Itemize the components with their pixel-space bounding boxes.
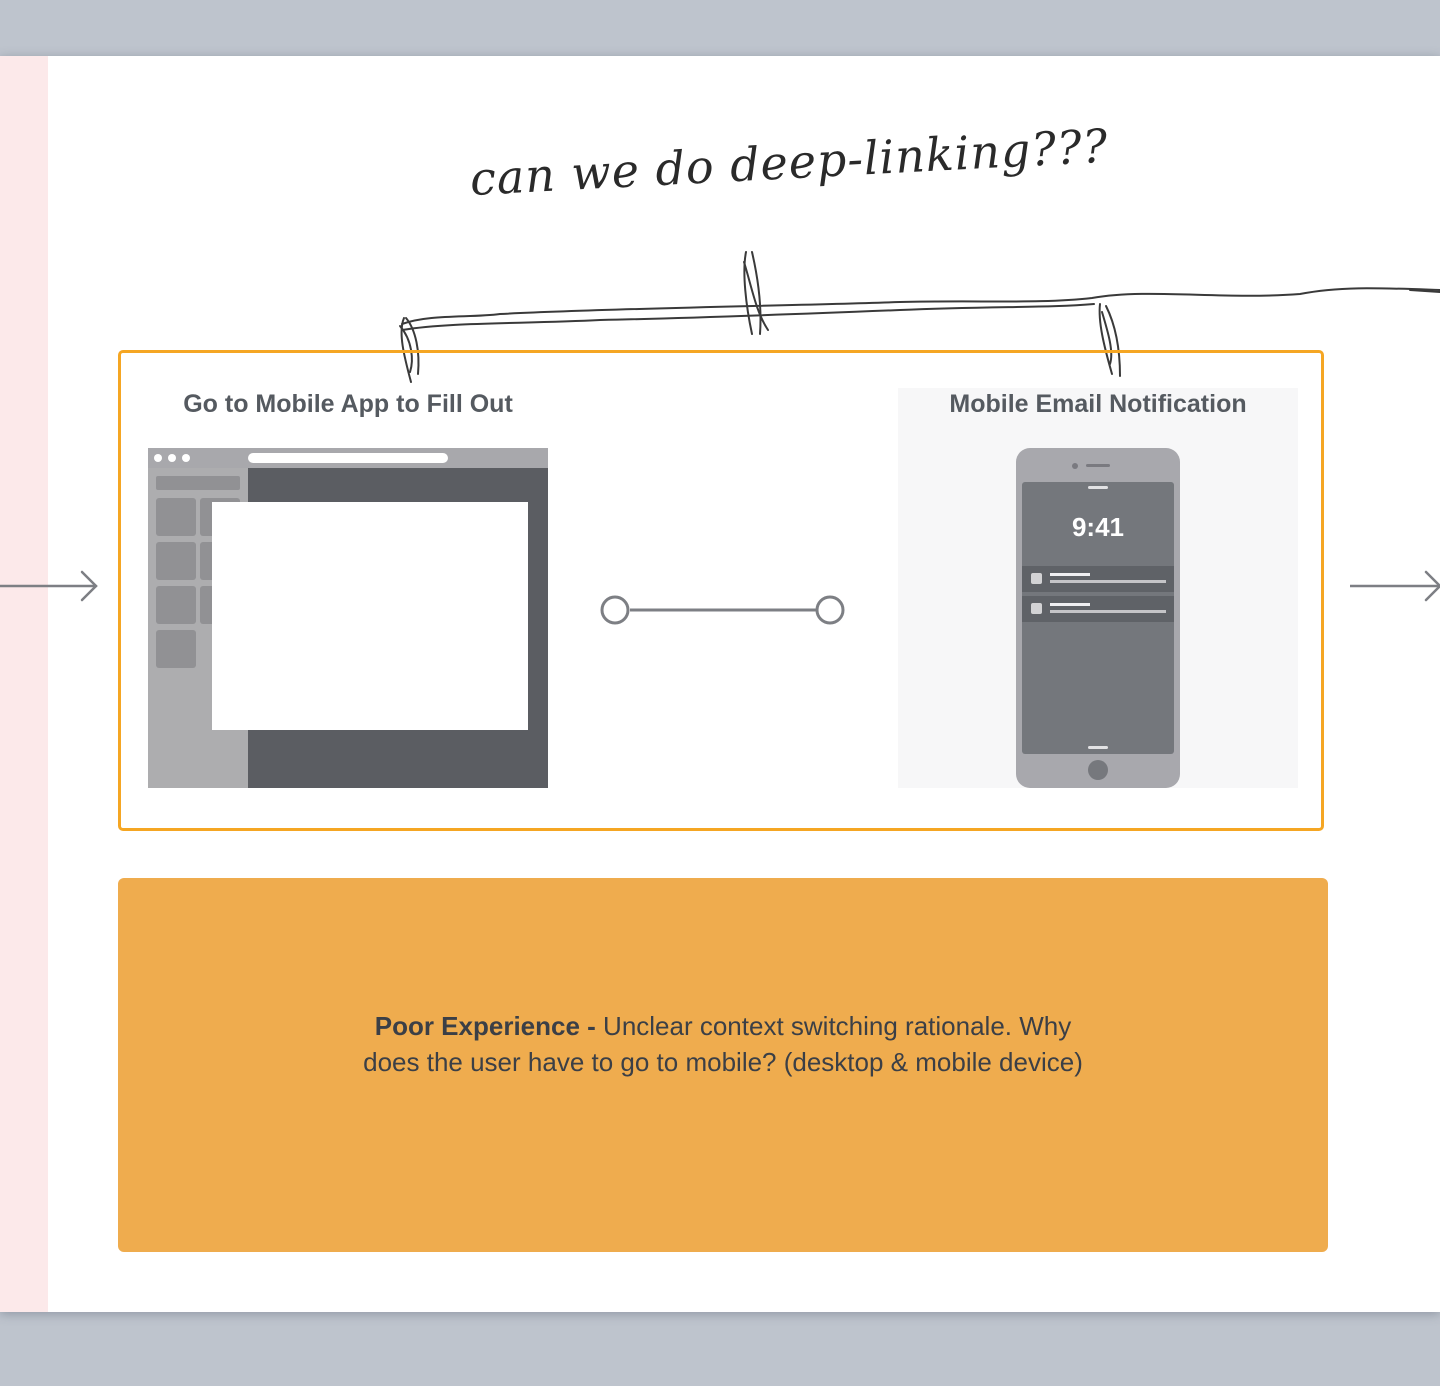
notification-title-line: [1050, 573, 1090, 576]
sidebar-tile: [156, 542, 196, 580]
modal-dialog: [212, 502, 528, 730]
address-bar: [248, 453, 448, 463]
handwritten-annotation: can we do deep-linking???: [468, 118, 1110, 206]
notification-body-line: [1050, 580, 1166, 583]
notification-title-line: [1050, 603, 1090, 606]
outgoing-arrow-icon: [1350, 568, 1440, 604]
sidebar-tile: [156, 586, 196, 624]
home-indicator: [1088, 746, 1108, 749]
app-icon: [1031, 603, 1042, 614]
sidebar-tile: [156, 498, 196, 536]
app-icon: [1031, 573, 1042, 584]
whiteboard-canvas: [0, 56, 1440, 1312]
mobile-phone-wireframe[interactable]: [1016, 448, 1180, 788]
notification-item[interactable]: [1022, 596, 1174, 622]
step-connector: [598, 593, 848, 627]
window-control-dot: [154, 454, 162, 462]
lock-screen: [1022, 482, 1174, 754]
step-title-mobile-app: Go to Mobile App to Fill Out: [183, 390, 513, 418]
notification-body-line: [1050, 610, 1166, 613]
lock-screen-grabber: [1088, 486, 1108, 489]
sidebar-header-block: [156, 476, 240, 490]
phone-camera: [1072, 463, 1078, 469]
incoming-arrow-icon: [0, 568, 100, 604]
home-button: [1088, 760, 1108, 780]
experience-note-card[interactable]: [118, 878, 1328, 1252]
phone-speaker: [1086, 464, 1110, 467]
sidebar-tile: [156, 630, 196, 668]
experience-rating-label: Poor Experience -: [374, 1011, 596, 1041]
adjacent-frame-strip: [0, 56, 48, 1312]
lock-screen-time: 9:41: [1071, 512, 1125, 542]
experience-note-text: Unclear context switching rationale. Why does the user have to go to mobile? (desktop & mobile device): [363, 1011, 1083, 1077]
notification-item[interactable]: [1022, 566, 1174, 592]
desktop-app-wireframe[interactable]: [148, 448, 548, 788]
window-control-dot: [182, 454, 190, 462]
experience-note: [348, 1008, 1098, 1080]
step-title-email-notification: Mobile Email Notification: [949, 390, 1247, 418]
window-control-dot: [168, 454, 176, 462]
browser-toolbar: [148, 448, 548, 468]
